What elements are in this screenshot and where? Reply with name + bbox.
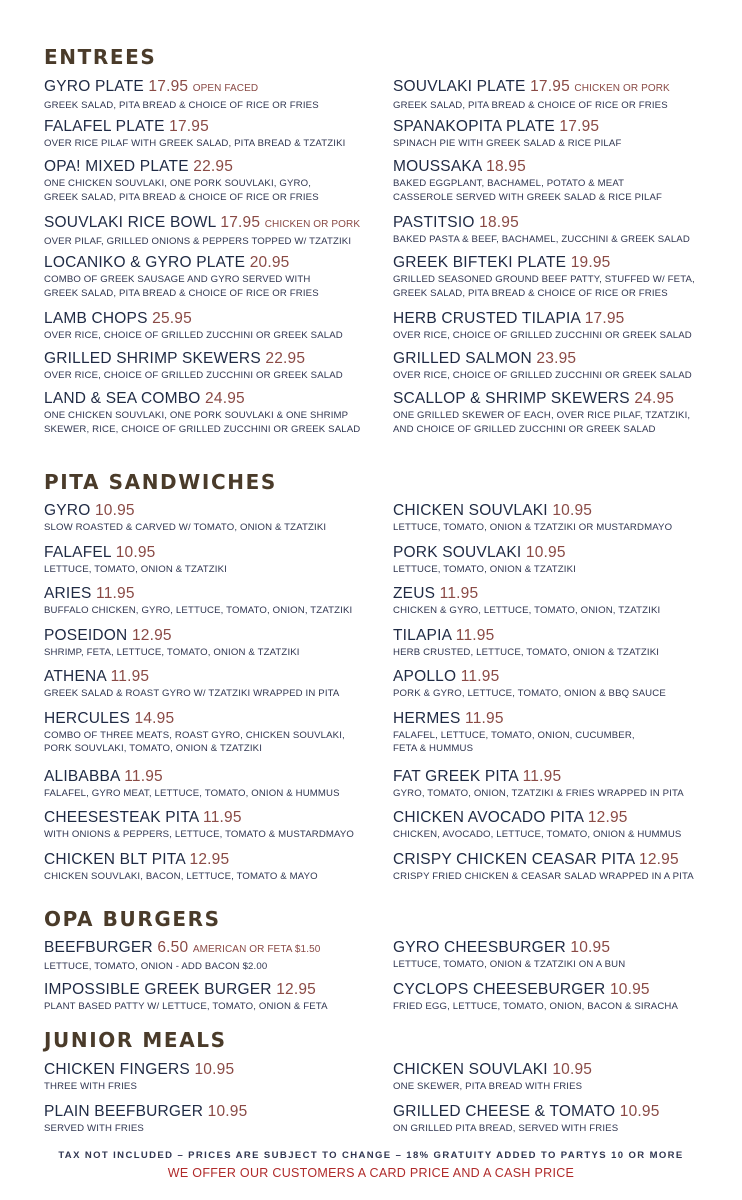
menu-item-price: 6.50 — [157, 939, 189, 956]
menu-item — [393, 666, 713, 708]
pita-left-column — [44, 500, 374, 890]
menu-item-price: 17.95 — [148, 78, 189, 95]
menu-item-name: LOCANIKO & GYRO PLATE — [44, 254, 246, 271]
menu-item-price: 11.95 — [460, 668, 500, 685]
menu-item-name: CHICKEN AVOCADO PITA — [393, 809, 584, 826]
menu-item-description: GREEK SALAD, PITA BREAD & CHOICE OF RICE OR FRIES — [393, 100, 668, 111]
menu-item — [393, 583, 713, 625]
menu-item-description: SERVED WITH FRIES — [44, 1123, 144, 1134]
menu-item-header — [44, 625, 374, 646]
menu-item-name: TILAPIA — [393, 626, 452, 644]
menu-item-description: FETA & HUMMUS — [393, 743, 474, 754]
menu-item-name: HERMES — [393, 709, 461, 727]
menu-item-price: 25.95 — [152, 310, 192, 327]
menu-item-header — [44, 937, 374, 960]
menu-item-header — [44, 76, 374, 99]
menu-item — [44, 542, 374, 584]
menu-item-name: SOUVLAKI PLATE — [393, 78, 526, 95]
menu-item — [393, 979, 713, 1021]
menu-item — [393, 252, 713, 308]
menu-item-header — [393, 979, 713, 1000]
menu-item-description: LETTUCE, TOMATO, ONION & TZATZIKI — [44, 563, 227, 575]
menu-item — [44, 500, 374, 542]
menu-item — [393, 807, 713, 849]
entrees-right-column — [393, 76, 713, 444]
menu-item-description: CASSEROLE SERVED WITH GREEK SALAD & RICE PILAF — [393, 191, 663, 203]
menu-item-header — [44, 708, 374, 729]
menu-item-description: LETTUCE, TOMATO, ONION - ADD BACON $2.00 — [44, 961, 268, 972]
menu-item-price: 14.95 — [134, 709, 175, 727]
menu-item-price: 11.95 — [439, 585, 479, 602]
menu-item — [393, 388, 713, 444]
menu-item-price: 10.95 — [570, 939, 611, 956]
menu-item-price: 10.95 — [619, 1103, 660, 1120]
menu-item — [44, 252, 374, 308]
menu-item-name: APOLLO — [393, 668, 457, 685]
menu-item-name: GYRO — [44, 502, 91, 519]
menu-item-price: 24.95 — [205, 390, 245, 407]
menu-item — [393, 500, 713, 542]
menu-item-description: CRISPY FRIED CHICKEN & CEASAR SALAD WRAPPED IN A PITA — [393, 870, 694, 882]
menu-item-note: OPEN FACED — [192, 83, 259, 94]
menu-item-price: 17.95 — [530, 78, 570, 95]
menu-item-name: FALAFEL — [44, 543, 112, 561]
section-title-opa-burgers: OPA BURGERS — [44, 907, 221, 931]
menu-item-name: ZEUS — [393, 585, 436, 602]
menu-item-price: 20.95 — [249, 254, 290, 271]
menu-item-price: 23.95 — [536, 350, 577, 367]
menu-item-name: OPA! MIXED PLATE — [44, 158, 189, 175]
menu-item-description: HERB CRUSTED, LETTUCE, TOMATO, ONION & TZATZIKI — [393, 646, 660, 658]
menu-item-name: LAMB CHOPS — [44, 310, 148, 327]
menu-item-description: COMBO OF THREE MEATS, ROAST GYRO, CHICKEN SOUVLAKI, — [44, 729, 345, 741]
menu-item — [393, 1059, 713, 1101]
menu-item-description: SKEWER, RICE, CHOICE OF GRILLED ZUCCHINI OR GREEK SALAD — [44, 423, 361, 435]
menu-item-description: BUFFALO CHICKEN, GYRO, LETTUCE, TOMATO, ONION, TZATZIKI — [44, 605, 353, 616]
menu-item — [393, 708, 713, 766]
menu-item-price: 12.95 — [189, 850, 230, 868]
menu-item-name: GYRO PLATE — [44, 78, 144, 95]
menu-item — [44, 937, 374, 979]
junior-right-column — [393, 1059, 713, 1143]
menu-item — [44, 979, 374, 1021]
menu-item — [44, 1101, 374, 1143]
menu-item-price: 12.95 — [639, 850, 679, 868]
section-title-pita-sandwiches: PITA SANDWICHES — [44, 470, 277, 494]
menu-item-price: 22.95 — [193, 158, 234, 175]
menu-item — [393, 937, 713, 979]
menu-item-header — [393, 849, 713, 870]
menu-item-price: 10.95 — [207, 1103, 248, 1120]
menu-item-description: SHRIMP, FETA, LETTUCE, TOMATO, ONION & TZATZIKI — [44, 646, 300, 658]
menu-item-description: GREEK SALAD & ROAST GYRO W/ TZATZIKI WRAPPED IN PITA — [44, 688, 340, 699]
menu-item-header — [393, 500, 713, 521]
menu-item-header — [393, 937, 713, 958]
menu-item-price: 19.95 — [570, 254, 611, 271]
junior-left-column — [44, 1059, 374, 1143]
menu-item — [44, 807, 374, 849]
menu-item-price: 17.95 — [559, 118, 600, 135]
menu-item-name: CHICKEN FINGERS — [44, 1061, 190, 1078]
menu-item-header — [393, 708, 713, 729]
menu-item-header — [44, 542, 374, 563]
menu-item-header — [393, 542, 713, 563]
menu-item-note: CHICKEN OR PORK — [264, 219, 361, 230]
menu-item-price: 10.95 — [94, 502, 135, 519]
menu-item-price: 12.95 — [131, 626, 172, 644]
burgers-left-column — [44, 937, 374, 1021]
footer-disclaimer: TAX NOT INCLUDED – PRICES ARE SUBJECT TO CHANGE – 18% GRATUITY ADDED TO PARTYS 10 OR MORE — [58, 1150, 684, 1161]
section-title-junior-meals: JUNIOR MEALS — [44, 1028, 227, 1052]
menu-item-header — [44, 388, 374, 409]
menu-item — [44, 76, 374, 116]
menu-item-description: OVER RICE, CHOICE OF GRILLED ZUCCHINI OR GREEK SALAD — [393, 370, 692, 381]
menu-item-price: 10.95 — [552, 1061, 593, 1078]
menu-item-name: GRILLED SHRIMP SKEWERS — [44, 350, 261, 367]
menu-item-name: FALAFEL PLATE — [44, 118, 165, 135]
menu-item-header — [393, 116, 713, 137]
menu-item-header — [44, 156, 374, 177]
menu-item — [44, 583, 374, 625]
menu-item-description: GREEK SALAD, PITA BREAD & CHOICE OF RICE OR FRIES — [44, 287, 319, 299]
menu-item-description: AND CHOICE OF GRILLED ZUCCHINI OR GREEK SALAD — [393, 423, 656, 435]
menu-item-header — [393, 388, 713, 409]
menu-item — [44, 156, 374, 212]
menu-item-price: 12.95 — [587, 809, 628, 826]
menu-item — [393, 766, 713, 808]
menu-item-header — [393, 308, 713, 329]
menu-item-name: HERB CRUSTED TILAPIA — [393, 310, 581, 327]
menu-item — [393, 348, 713, 388]
menu-item-header — [44, 1101, 374, 1122]
menu-item-description: ONE CHICKEN SOUVLAKI, ONE PORK SOUVLAKI & ONE SHRIMP — [44, 410, 349, 421]
menu-item-name: SPANAKOPITA PLATE — [393, 118, 555, 135]
menu-item-price: 11.95 — [465, 709, 504, 727]
menu-item-price: 17.95 — [220, 214, 261, 231]
menu-item — [44, 625, 374, 667]
menu-item-name: PLAIN BEEFBURGER — [44, 1103, 204, 1120]
menu-item-note: AMERICAN OR FETA $1.50 — [192, 944, 321, 955]
menu-item-name: PASTITSIO — [393, 214, 475, 231]
menu-item-name: LAND & SEA COMBO — [44, 390, 201, 407]
menu-item-header — [393, 1059, 713, 1080]
menu-item-price: 10.95 — [115, 543, 156, 561]
menu-item-header — [44, 766, 374, 787]
menu-item-description: CHICKEN & GYRO, LETTUCE, TOMATO, ONION, TZATZIKI — [393, 605, 661, 616]
menu-item-description: PORK & GYRO, LETTUCE, TOMATO, ONION & BBQ SAUCE — [393, 688, 666, 699]
menu-item-name: GYRO CHEESBURGER — [393, 939, 566, 956]
menu-item — [44, 348, 374, 388]
menu-item-header — [393, 76, 713, 99]
menu-item-name: BEEFBURGER — [44, 939, 153, 956]
menu-item — [393, 308, 713, 348]
menu-item-description: PLANT BASED PATTY W/ LETTUCE, TOMATO, ONION & FETA — [44, 1001, 328, 1012]
menu-item-price: 11.95 — [96, 585, 135, 602]
menu-item-price: 11.95 — [203, 809, 242, 826]
menu-item-name: SOUVLAKI RICE BOWL — [44, 214, 216, 231]
menu-item-description: ONE CHICKEN SOUVLAKI, ONE PORK SOUVLAKI, GYRO, — [44, 178, 312, 189]
menu-item-description: LETTUCE, TOMATO, ONION & TZATZIKI ON A BUN — [393, 959, 626, 970]
menu-item-header — [44, 348, 374, 369]
menu-item-header — [44, 979, 374, 1000]
menu-item-name: GREEK BIFTEKI PLATE — [393, 254, 567, 271]
menu-item-price: 11.95 — [455, 626, 495, 644]
menu-item-price: 18.95 — [479, 214, 519, 231]
menu-item-note: CHICKEN OR PORK — [574, 83, 670, 94]
menu-item — [393, 1101, 713, 1143]
menu-item-description: SPINACH PIE WITH GREEK SALAD & RICE PILAF — [393, 138, 622, 149]
menu-item — [44, 766, 374, 808]
menu-item-description: FRIED EGG, LETTUCE, TOMATO, ONION, BACON & SIRACHA — [393, 1001, 679, 1012]
menu-item-header — [44, 308, 374, 329]
menu-item-description: BAKED PASTA & BEEF, BACHAMEL, ZUCCHINI & GREEK SALAD — [393, 234, 690, 245]
menu-item-header — [44, 500, 374, 521]
menu-item — [393, 76, 713, 116]
entrees-left-column — [44, 76, 374, 444]
menu-item-description: CHICKEN, AVOCADO, LETTUCE, TOMATO, ONION & HUMMUS — [393, 829, 682, 840]
menu-item-description: SLOW ROASTED & CARVED W/ TOMATO, ONION & TZATZIKI — [44, 522, 327, 533]
menu-item-header — [393, 252, 713, 273]
menu-item-description: PORK SOUVLAKI, TOMATO, ONION & TZATZIKI — [44, 743, 263, 754]
menu-item-name: CHICKEN BLT PITA — [44, 850, 186, 868]
menu-item-name: CHICKEN SOUVLAKI — [393, 502, 548, 519]
menu-item — [393, 625, 713, 667]
menu-item-description: GREEK SALAD, PITA BREAD & CHOICE OF RICE OR FRIES — [44, 191, 319, 203]
menu-item-header — [44, 849, 374, 870]
menu-item-description: FALAFEL, LETTUCE, TOMATO, ONION, CUCUMBER, — [393, 729, 635, 741]
menu-item-price: 18.95 — [486, 158, 526, 175]
menu-item-name: ALIBABBA — [44, 767, 120, 785]
menu-item-header — [44, 1059, 374, 1080]
menu-item-price: 11.95 — [124, 767, 163, 785]
menu-item-header — [44, 583, 374, 604]
menu-item-price: 10.95 — [552, 502, 593, 519]
menu-item-price: 17.95 — [584, 310, 625, 327]
menu-item — [44, 666, 374, 708]
menu-item-name: GRILLED CHEESE & TOMATO — [393, 1103, 616, 1120]
menu-item-header — [44, 666, 374, 687]
menu-item-name: CRISPY CHICKEN CEASAR PITA — [393, 850, 635, 868]
menu-item-price: 12.95 — [276, 981, 316, 998]
menu-item-header — [393, 625, 713, 646]
menu-item — [44, 116, 374, 156]
menu-item-header — [393, 212, 713, 233]
menu-item-description: ONE SKEWER, PITA BREAD WITH FRIES — [393, 1081, 583, 1092]
menu-item — [393, 849, 713, 891]
menu-item-description: GREEK SALAD, PITA BREAD & CHOICE OF RICE OR FRIES — [44, 100, 319, 111]
menu-item-description: OVER RICE, CHOICE OF GRILLED ZUCCHINI OR GREEK SALAD — [44, 330, 343, 341]
menu-item-header — [393, 156, 713, 177]
menu-item-header — [44, 212, 374, 235]
menu-item-description: WITH ONIONS & PEPPERS, LETTUCE, TOMATO & MUSTARDMAYO — [44, 829, 355, 840]
menu-item-name: CHICKEN SOUVLAKI — [393, 1061, 548, 1078]
menu-item-description: GRILLED SEASONED GROUND BEEF PATTY, STUFFED W/ FETA, — [393, 274, 695, 285]
menu-item-name: HERCULES — [44, 709, 131, 727]
menu-item — [393, 212, 713, 252]
menu-item-name: POSEIDON — [44, 626, 128, 644]
menu-item-name: CYCLOPS CHEESEBURGER — [393, 981, 606, 998]
menu-item — [44, 708, 374, 766]
menu-item-header — [44, 252, 374, 273]
menu-item-header — [393, 766, 713, 787]
burgers-right-column — [393, 937, 713, 1021]
menu-item-description: FALAFEL, GYRO MEAT, LETTUCE, TOMATO, ONION & HUMMUS — [44, 787, 340, 799]
menu-item-header — [393, 1101, 713, 1122]
menu-item-description: OVER RICE, CHOICE OF GRILLED ZUCCHINI OR GREEK SALAD — [44, 370, 343, 381]
menu-item-description: OVER RICE PILAF WITH GREEK SALAD, PITA BREAD & TZATZIKI — [44, 138, 346, 149]
menu-item-price: 10.95 — [194, 1061, 235, 1078]
menu-item — [44, 308, 374, 348]
menu-item — [44, 388, 374, 444]
menu-item-description: ONE GRILLED SKEWER OF EACH, OVER RICE PILAF, TZATZIKI, — [393, 410, 691, 421]
menu-item — [44, 1059, 374, 1101]
menu-item-price: 11.95 — [522, 767, 562, 785]
menu-item — [393, 542, 713, 584]
menu-item-description: LETTUCE, TOMATO, ONION & TZATZIKI OR MUSTARDMAYO — [393, 522, 673, 533]
menu-item-name: FAT GREEK PITA — [393, 767, 519, 785]
menu-item-name: PORK SOUVLAKI — [393, 543, 522, 561]
menu-item-description: OVER PILAF, GRILLED ONIONS & PEPPERS TOPPED W/ TZATZIKI — [44, 236, 352, 247]
menu-item-name: CHEESESTEAK PITA — [44, 809, 199, 826]
menu-item — [44, 212, 374, 252]
section-title-entrees: ENTREES — [44, 45, 157, 69]
menu-item-price: 11.95 — [110, 668, 150, 685]
menu-item — [393, 116, 713, 156]
menu-item-header — [393, 666, 713, 687]
menu-item-price: 10.95 — [525, 543, 566, 561]
menu-item-header — [393, 348, 713, 369]
menu-item-description: COMBO OF GREEK SAUSAGE AND GYRO SERVED WITH — [44, 274, 311, 285]
menu-item-name: ARIES — [44, 585, 92, 602]
menu-item-description: GREEK SALAD, PITA BREAD & CHOICE OF RICE OR FRIES — [393, 287, 668, 299]
menu-item-description: THREE WITH FRIES — [44, 1081, 138, 1092]
footer-card-cash-notice: WE OFFER OUR CUSTOMERS A CARD PRICE AND A CASH PRICE — [167, 1166, 575, 1180]
menu-item-description: CHICKEN SOUVLAKI, BACON, LETTUCE, TOMATO & MAYO — [44, 870, 318, 882]
menu-item — [393, 156, 713, 212]
menu-item-name: SCALLOP & SHRIMP SKEWERS — [393, 390, 630, 407]
menu-item-price: 22.95 — [265, 350, 306, 367]
menu-item-description: OVER RICE, CHOICE OF GRILLED ZUCCHINI OR GREEK SALAD — [393, 330, 692, 341]
menu-item-header — [393, 807, 713, 828]
menu-item-header — [44, 807, 374, 828]
menu-item-price: 10.95 — [609, 981, 650, 998]
menu-item-header — [44, 116, 374, 137]
menu-item-name: GRILLED SALMON — [393, 350, 532, 367]
menu-item-name: IMPOSSIBLE GREEK BURGER — [44, 981, 272, 998]
menu-item-header — [393, 583, 713, 604]
menu-item-description: BAKED EGGPLANT, BACHAMEL, POTATO & MEAT — [393, 178, 625, 189]
menu-item-name: ATHENA — [44, 668, 107, 685]
menu-item-description: GYRO, TOMATO, ONION, TZATZIKI & FRIES WRAPPED IN PITA — [393, 787, 684, 799]
menu-item-price: 17.95 — [169, 118, 209, 135]
pita-right-column — [393, 500, 713, 890]
menu-item-name: MOUSSAKA — [393, 158, 482, 175]
menu-item-description: ON GRILLED PITA BREAD, SERVED WITH FRIES — [393, 1123, 619, 1134]
menu-item-description: LETTUCE, TOMATO, ONION & TZATZIKI — [393, 563, 576, 575]
menu-item-price: 24.95 — [634, 390, 675, 407]
menu-item — [44, 849, 374, 891]
